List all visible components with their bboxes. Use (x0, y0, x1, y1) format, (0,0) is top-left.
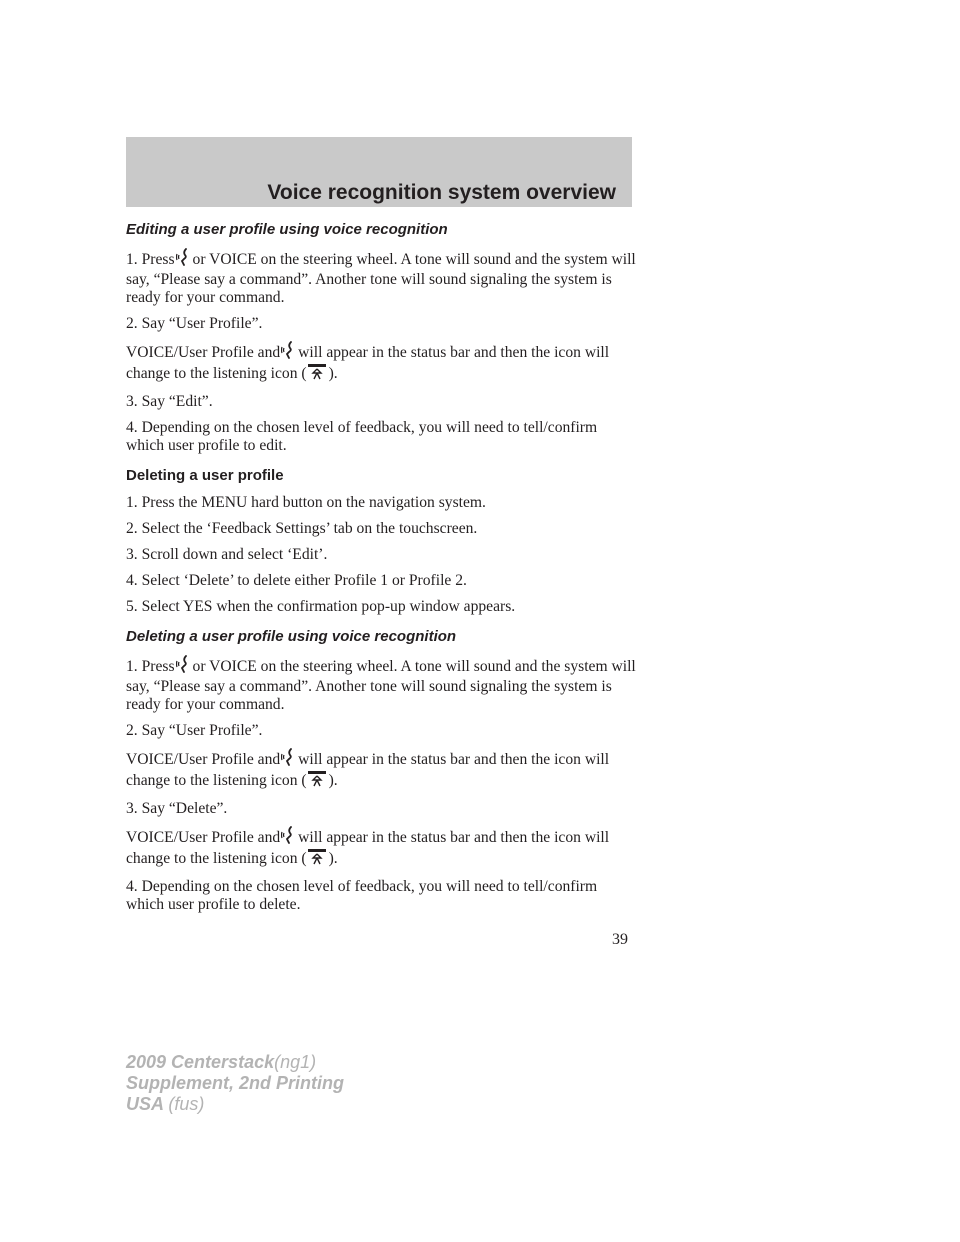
voice-button-icon (281, 341, 295, 364)
status-bar-note: VOICE/User Profile and will appear in the status bar and then the icon will change to the listening icon ( ). (126, 826, 636, 870)
page-number: 39 (612, 931, 628, 948)
listening-icon (308, 849, 326, 870)
delete-step-2: 2. Select the ‘Feedback Settings’ tab on the touchscreen. (126, 520, 478, 537)
footer-line-1: 2009 Centerstack(ng1) (126, 1052, 317, 1072)
step-press-voice: 1. Press or VOICE on the steering wheel. A tone will sound and the system will say, “Please say a command”. Another tone will sound signaling the system is ready for your command. (126, 655, 636, 714)
delete-step-4: 4. Select ‘Delete’ to delete either Profile 1 or Profile 2. (126, 572, 467, 589)
header-band (126, 137, 632, 207)
step-say-user-profile: 2. Say “User Profile”. (126, 315, 263, 332)
heading-deleting-voice: Deleting a user profile using voice recognition (126, 628, 457, 645)
voice-button-icon (281, 748, 295, 771)
footer (126, 1052, 344, 1115)
step-say-user-profile: 2. Say “User Profile”. (126, 722, 263, 739)
delete-step-3: 3. Scroll down and select ‘Edit’. (126, 546, 328, 563)
voice-button-icon (176, 655, 190, 678)
step-say-delete: 3. Say “Delete”. (126, 800, 228, 817)
heading-editing-voice: Editing a user profile using voice recognition (126, 221, 448, 238)
status-bar-note: VOICE/User Profile and will appear in the status bar and then the icon will change to the listening icon ( ). (126, 341, 636, 385)
page-header-title: Voice recognition system overview (267, 181, 616, 204)
listening-icon (308, 771, 326, 792)
delete-step-1: 1. Press the MENU hard button on the navigation system. (126, 494, 486, 511)
step-feedback-delete: 4. Depending on the chosen level of feedback, you will need to tell/confirm which user profile to delete. (126, 878, 598, 913)
status-bar-note: VOICE/User Profile and will appear in the status bar and then the icon will change to the listening icon ( ). (126, 748, 636, 792)
step-say-edit: 3. Say “Edit”. (126, 393, 213, 410)
heading-deleting: Deleting a user profile (126, 467, 284, 484)
footer-line-3: USA (fus) (126, 1094, 205, 1114)
step-feedback-edit: 4. Depending on the chosen level of feedback, you will need to tell/confirm which user profile to edit. (126, 419, 598, 454)
voice-button-icon (176, 248, 190, 271)
delete-step-5: 5. Select YES when the confirmation pop-up window appears. (126, 598, 516, 615)
step-press-voice: 1. Press or VOICE on the steering wheel. A tone will sound and the system will say, “Please say a command”. Another tone will sound signaling the system is ready for your command. (126, 248, 636, 307)
listening-icon (308, 364, 326, 385)
voice-button-icon (281, 826, 295, 849)
page-content (126, 221, 636, 922)
footer-line-2: Supplement, 2nd Printing (126, 1073, 345, 1093)
